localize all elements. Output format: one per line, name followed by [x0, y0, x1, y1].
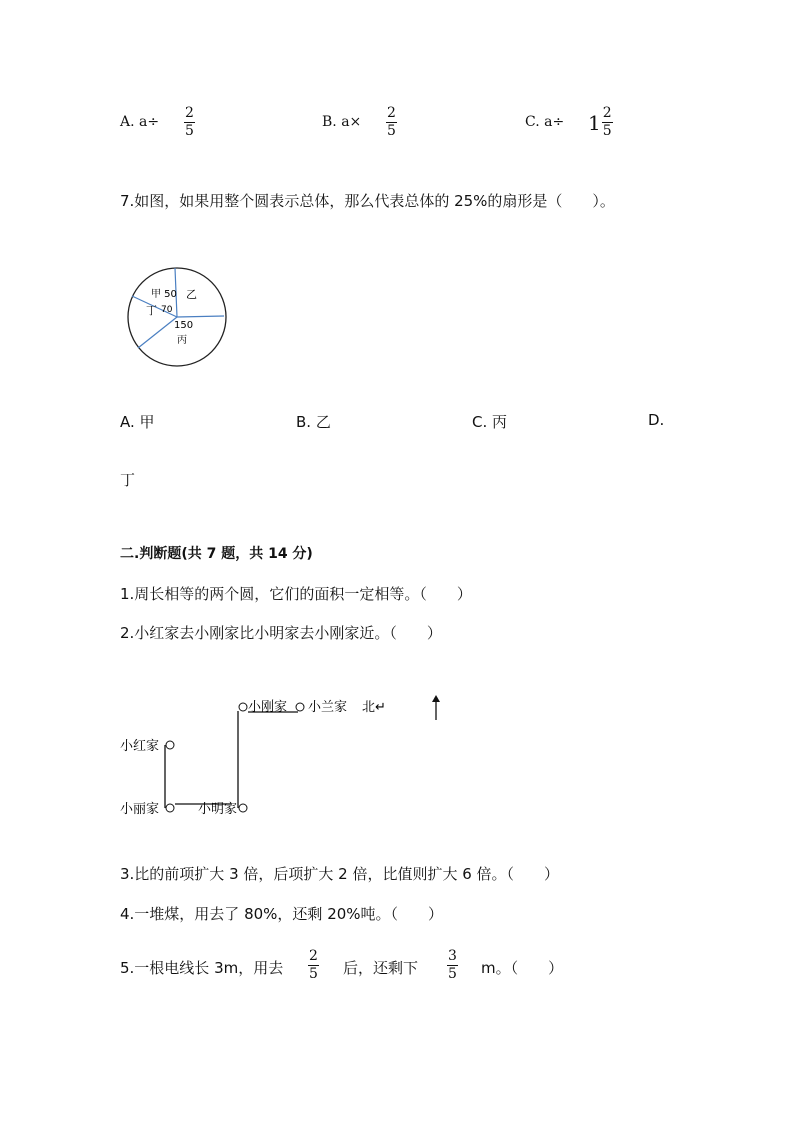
q7-option-d[interactable]: D.: [648, 411, 665, 429]
q6-option-b-label[interactable]: B. a×: [322, 114, 362, 130]
marker-xiaohong: [166, 741, 174, 749]
fraction-denominator: 5: [602, 123, 612, 139]
pie-label-jia: 甲 50: [151, 289, 177, 300]
mixed-whole: 1: [588, 110, 601, 135]
mixed-fraction: [602, 106, 613, 139]
judge-q5-part1: 5.一根电线长 3m，用去: [120, 959, 284, 977]
fraction-denominator: 5: [448, 966, 457, 982]
fraction-numerator: 2: [185, 105, 194, 121]
fraction-denominator: 5: [185, 123, 194, 139]
q2-map-diagram: [112, 690, 452, 825]
north-arrow-head-icon: [432, 695, 440, 702]
q7-option-c[interactable]: C. 丙: [472, 413, 508, 431]
label-xiaogang: 小刚家: [248, 700, 288, 715]
marker-xiaoli: [166, 804, 174, 812]
pie-label-ding: 丁: [146, 304, 157, 317]
fraction-numerator: 2: [387, 105, 396, 121]
label-xiaoming: 小明家: [198, 802, 238, 817]
marker-xiaolan: [296, 703, 304, 711]
q6-option-c-label[interactable]: C. a÷: [525, 114, 565, 130]
q7-question: 7.如图，如果用整个圆表示总体，那么代表总体的 25%的扇形是（ ）。: [120, 192, 615, 210]
q7-option-a[interactable]: A. 甲: [120, 413, 155, 431]
fraction-denominator: 5: [387, 123, 396, 139]
label-xiaoli: 小丽家: [120, 802, 160, 817]
judge-q5-part3: m。（ ）: [481, 959, 564, 977]
judge-q3: 3.比的前项扩大 3 倍，后项扩大 2 倍，比值则扩大 6 倍。（ ）: [120, 865, 560, 883]
pie-angle-ding: 70: [161, 305, 173, 315]
marker-xiaogang: [239, 703, 247, 711]
judge-q5-fraction-1: [308, 949, 319, 982]
judge-q2: 2.小红家去小刚家比小明家去小刚家近。（ ）: [120, 624, 442, 642]
section-heading: 二.判断题(共 7 题，共 14 分): [120, 546, 313, 562]
judge-q1: 1.周长相等的两个圆，它们的面积一定相等。（ ）: [120, 585, 472, 603]
fraction-numerator: 3: [448, 948, 457, 964]
fraction-numerator: 2: [309, 948, 318, 964]
fraction-denominator: 5: [309, 966, 318, 982]
q6-option-a-label[interactable]: A. a÷: [120, 114, 160, 130]
pie-label-yi: 乙: [186, 288, 197, 301]
pie-divider-line: [138, 317, 177, 348]
q7-option-d-text[interactable]: 丁: [120, 471, 136, 489]
pie-label-bing: 丙: [177, 335, 187, 346]
judge-q4: 4.一堆煤，用去了 80%，还剩 20%吨。（ ）: [120, 905, 444, 923]
label-xiaolan: 小兰家: [308, 700, 348, 715]
judge-q5-fraction-2: [447, 949, 458, 982]
q6-option-a-fraction: [184, 106, 195, 139]
pie-angle-bing: 150: [174, 320, 194, 331]
q6-option-b-fraction: [386, 106, 397, 139]
fraction-numerator: 2: [602, 105, 612, 121]
q7-option-b[interactable]: B. 乙: [296, 413, 331, 431]
marker-xiaoming: [239, 804, 247, 812]
label-north: 北↵: [362, 700, 386, 715]
judge-q5-part2: 后，还剩下: [343, 959, 419, 977]
q7-pie-diagram: [124, 266, 230, 368]
q6-option-c-mixed-number: [588, 106, 613, 139]
pie-divider-line: [177, 316, 224, 317]
label-xiaohong: 小红家: [120, 739, 160, 754]
